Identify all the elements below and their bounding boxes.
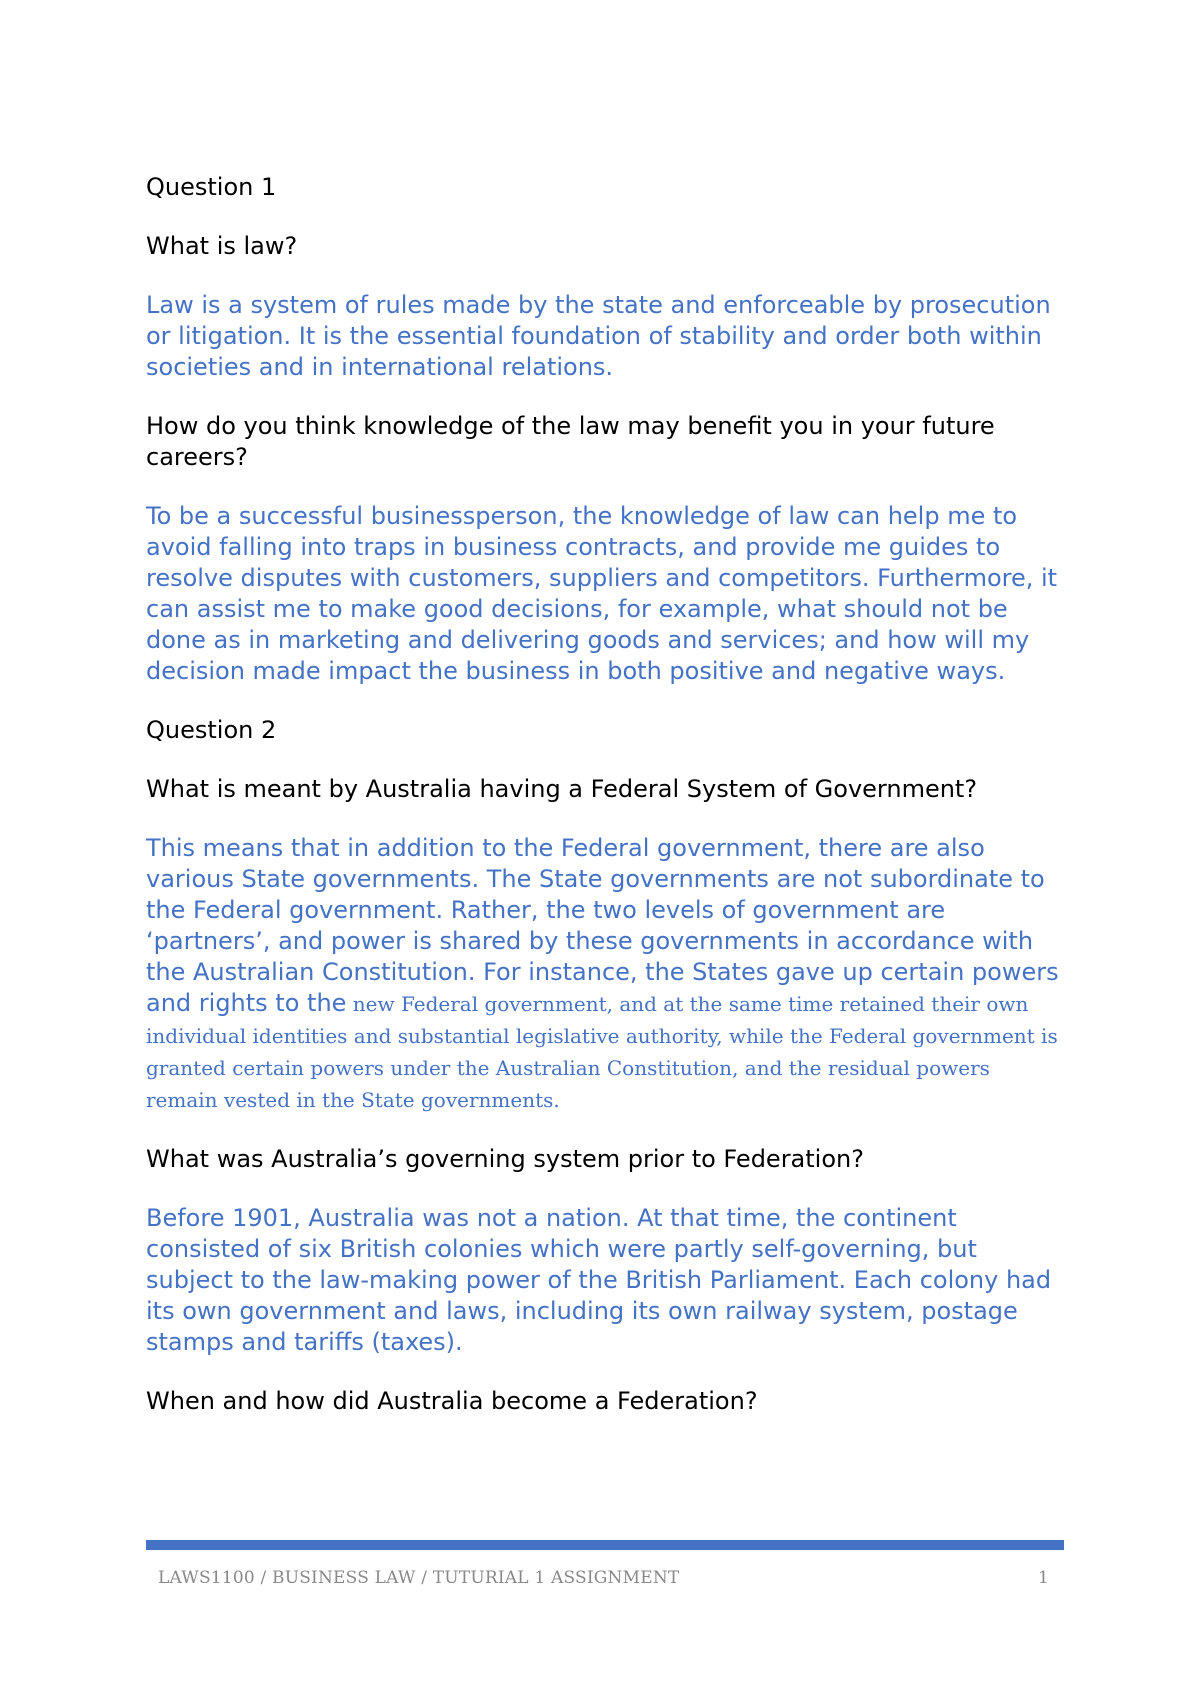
document-body (146, 172, 1066, 1445)
answer-what-is-law: Law is a system of rules made by the state and enforceable by prosecution or litigation. It is the essential foundation of stability and order both within societies and in international relations. (146, 291, 1051, 381)
answer-federal-system-part2: new Federal government, and at the same time retained their own individual identities and substantial legislative authority, while the Federal government is granted certain powers under the Australian Constitution, and the residual powers remain vested in the State governments. (146, 992, 1058, 1112)
answer-federal-system (146, 833, 1066, 1116)
question-knowledge-benefit: How do you think knowledge of the law may benefit you in your future careers? (146, 412, 995, 471)
question-federal-system: What is meant by Australia having a Federal System of Government? (146, 775, 978, 803)
footer-divider (146, 1540, 1064, 1550)
question-1-label: Question 1 (146, 173, 277, 201)
question-what-is-law: What is law? (146, 232, 298, 260)
question-2-label: Question 2 (146, 716, 277, 744)
footer-course-title: LAWS1100 / BUSINESS LAW / TUTURIAL 1 ASSIGNMENT (158, 1568, 680, 1588)
page-number: 1 (1038, 1568, 1049, 1588)
question-prior-system: What was Australia’s governing system prior to Federation? (146, 1145, 864, 1173)
answer-federal-system-part1: This means that in addition to the Federal government, there are also various State governments. The State governments are not subordinate to the Federal government. Rather, the two levels of government are ‘partners’, and power is shared by these governments in accordance with the Australian Constitution. For instance, the States gave up certain powers and rights to the (146, 834, 1059, 1017)
answer-knowledge-benefit: To be a successful businessperson, the knowledge of law can help me to avoid falling into traps in business contracts, and provide me guides to resolve disputes with customers, suppliers and competitors. Furthermore, it can assist me to make good decisions, for example, what should not be done as in marketing and delivering goods and services; and how will my decision made impact the business in both positive and negative ways. (146, 502, 1058, 685)
answer-prior-system: Before 1901, Australia was not a nation. At that time, the continent consisted of six British colonies which were partly self-governing, but subject to the law-making power of the British Parliament. Each colony had its own government and laws, including its own railway system, postage stamps and tariffs (taxes). (146, 1204, 1052, 1356)
question-become-federation: When and how did Australia become a Federation? (146, 1387, 758, 1415)
